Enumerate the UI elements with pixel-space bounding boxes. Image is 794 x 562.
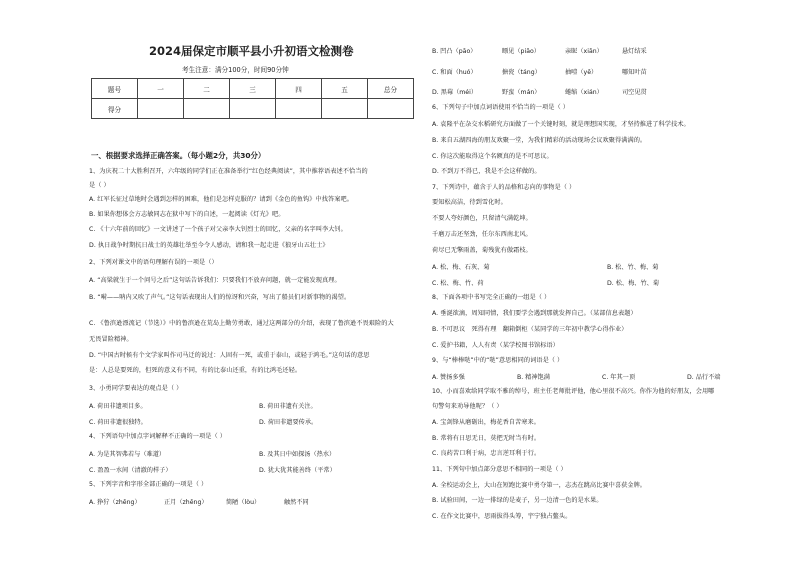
option-line: A. 全校运动会上，大山在短跑比赛中勇夺第一，志杰在跳高比赛中喜获金牌。: [432, 482, 647, 489]
q5-option-c-word: 搪瓷（táng）: [502, 69, 541, 76]
poem-line: 不要人夸好颜色，只留清气满乾坤。: [432, 215, 532, 222]
q5-option-a-word: 触然不同: [284, 499, 309, 506]
score-cell: [138, 99, 184, 119]
q7-option-c: C. 松、梅、竹、荷: [432, 280, 484, 287]
score-cell: [184, 99, 230, 119]
option-line: A. 垂涎欲滴，周知同情，我们要学会遇到那就发挥自己。（某部信息表题）: [432, 310, 637, 317]
poem-line: 要知松高洁，待到雪化时。: [432, 199, 507, 206]
q5-option-d: D. 黑莓（méi）: [432, 89, 478, 96]
question-line: 7、下列诗中，蕴含于人的品格和志向的事物是（ ）: [432, 184, 576, 191]
score-table-score-row: [92, 99, 414, 119]
q3-option-a: A. 荷田非遗项目多。: [89, 403, 147, 410]
option-line: C. 你这次能取得这个名额真的是不可思议。: [432, 153, 553, 160]
score-cell: [230, 99, 276, 119]
option-line: 无畏冒险精神。: [89, 336, 133, 343]
q5-option-d-word: 蜷缩（xián）: [565, 89, 603, 96]
option-line: A. 袁隆平在杂交水稻研究方面做了一个关键时刻，就是理想国实现，才坚持推进了科学技术。: [432, 121, 690, 128]
option-line: C. 爱护书籍，人人有责（某学校图书馆标语）: [432, 342, 559, 349]
option-line: B. “嗬——呐内又吹了声气。”这句话表现出人们的惊讶和兴奋，写出了船员们对新事物的渴望。: [89, 294, 351, 301]
score-cell: [322, 99, 368, 119]
question-line: 4、下列语句中加点字词解释不正确的一项是（ ）: [89, 433, 226, 440]
q4-option-b: B. 及其日中如探汤（热水）: [259, 451, 336, 458]
score-cell: 得分: [92, 99, 138, 119]
q7-option-b: B. 松、竹、梅、菊: [607, 264, 659, 271]
question-line: 是（ ）: [89, 182, 110, 189]
exam-notice: 考生注意：满分100分，时间90分钟: [182, 66, 289, 74]
q9-option-b: B. 精神饱满: [517, 374, 550, 381]
q5-option-b-word: 悬灯结采: [622, 48, 647, 55]
question-line: 1、为庆祝二十大胜利召开，六年级的同学们正在准备举行“红色经典阅读”，其中推荐语表述不恰当的: [89, 168, 368, 175]
option-line: B. 常将有日思无日，莫把无时当有时。: [432, 435, 541, 442]
q5-option-c-word: 抽噎（yē）: [565, 69, 598, 76]
q5-option-b: B. 凹凸（pāo）: [432, 48, 477, 55]
score-cell: 二: [184, 79, 230, 99]
option-line: A. 红军长征过草地时会遇到怎样的困难，他们是怎样克服的？请到《金色的鱼钩》中找答案吧。: [89, 196, 353, 203]
section-heading: 一、根据要求选择正确答案。（每小题2分，共30分）: [91, 151, 266, 160]
option-line: D. 执日战争时期抗日战士的英雄壮举至今令人感动，请和我一起走进《狼牙山五壮士》: [89, 242, 329, 249]
q5-option-a: A. 狰狞（zhēng）: [89, 499, 141, 506]
q7-option-a: A. 松、梅、石灰、菊: [432, 264, 490, 271]
q7-option-d: D. 松、梅、竹、菊: [607, 280, 660, 287]
score-table-header-row: [92, 79, 414, 99]
question-line: 11、下列句中加点部分意思不相同的一项是（ ）: [432, 466, 567, 473]
score-cell: 一: [138, 79, 184, 99]
option-line: B. 不可思议 死得有理 翻箱倒柜（某同学的三年初中教学心得作业）: [432, 326, 628, 333]
option-line: A. 宝剑锋从磨砺出，梅花香自苦寒来。: [432, 419, 541, 426]
score-table: [91, 78, 414, 119]
page-title: 2024届保定市顺平县小升初语文检测卷: [149, 44, 354, 58]
poem-line: 千磨万击还坚劲，任尔东西南北风。: [432, 231, 532, 238]
q5-option-b-word: 亲昵（xiān）: [565, 48, 603, 55]
q3-option-b: B. 荷田非遗有关注。: [259, 403, 317, 410]
q4-option-c: C. 盈盈一水间（清澈的样子）: [89, 467, 172, 474]
score-cell: 五: [322, 79, 368, 99]
poem-line: 荷尽已无擎雨盖，菊残犹有傲霜枝。: [432, 247, 532, 254]
option-line: C. 良药苦口利于病，忠言逆耳利于行。: [432, 450, 541, 457]
q5-option-c-word: 哪知叶苗: [622, 69, 647, 76]
q5-option-a-word: 正月（zhēng）: [164, 499, 208, 506]
score-cell: 题号: [92, 79, 138, 99]
q5-option-b-word: 瞟见（piāo）: [502, 48, 540, 55]
q5-option-d-word: 司空见贯: [622, 89, 647, 96]
score-cell: [368, 99, 414, 119]
q3-option-d: D. 荷田非遗要传承。: [259, 419, 318, 426]
option-line: C. 《鲁滨逊漂流记（节选）》中的鲁滨逊在荒岛上勤劳勇敢，通过这两部分的介绍，表现了鲁滨逊不畏艰险的大: [89, 320, 394, 327]
q9-option-a: A. 赞扬多强: [432, 374, 465, 381]
q5-option-a-word: 简陋（lòu）: [226, 499, 261, 506]
q4-option-d: D. 犹大犹其能善终（平常）: [259, 467, 336, 474]
option-line: B. 来自五湖四海的朋友欢聚一堂，为我们精彩的活动现场会议欢聚得满满的。: [432, 137, 647, 144]
question-line: 句警句来劝导他呢？（ ）: [432, 403, 503, 410]
score-cell: [276, 99, 322, 119]
option-line: D. “中国古时候有个文学家叫作司马迁的说过：人固有一死，或重于泰山，或轻于鸿毛。”这句话的意思: [89, 352, 370, 359]
q3-option-c: C. 荷田非遗很独特。: [89, 419, 147, 426]
q5-option-c: C. 和面（huó）: [432, 69, 477, 76]
option-line: C. 《十六年前的回忆》一文讲述了一个孩子对父亲李大钊烈士的回忆，父亲的名字叫李大钊。: [89, 226, 347, 233]
question-line: 3、小勇同学要表达的观点是（ ）: [89, 385, 183, 392]
question-line: 6、下列句子中加点词语使用不恰当的一项是（ ）: [432, 104, 569, 111]
score-cell: 三: [230, 79, 276, 99]
question-line: 8、下面各项中书写完全正确的一组是（ ）: [432, 294, 551, 301]
option-line: D. 不到万不得已，我是不会这样做的。: [432, 168, 541, 175]
score-cell: 总分: [368, 79, 414, 99]
q5-option-d-word: 野蛮（mán）: [502, 89, 541, 96]
q9-option-d: D. 品行不端: [687, 374, 721, 381]
option-line: C. 在作文比赛中，思雨拔得头筹，宇宁独占鳌头。: [432, 513, 572, 520]
question-line: 5、下列字音和字形全部正确的一项是（ ）: [89, 481, 208, 488]
q4-option-a: A. 为是其智弗若与（难道）: [89, 451, 166, 458]
option-line: B. 试验田间，一边一排绿的是麦子，另一边清一色的是水果。: [432, 497, 603, 504]
option-line: 是：人总是要死的，但死的意义有不同，有的比泰山还重，有的比鸿毛还轻。: [89, 367, 302, 374]
question-line: 9、与“棒棒哒”中的“哒”意思相同的词语是（ ）: [432, 357, 564, 364]
question-line: 2、下列对课文中的语句理解有误的一项是（）: [89, 259, 218, 266]
score-cell: 四: [276, 79, 322, 99]
q9-option-c: C. 年其一顶: [602, 374, 636, 381]
question-line: 10、小而喜欢给同学取不雅的绰号，班主任老师批评他，他心里很不高兴。你作为他的好朋友，会用哪: [432, 388, 715, 395]
option-line: A. “高粱就生于一个问号之后”这句话告诉我们：只要我们不放弃问题，就一定能发现真理。: [89, 277, 341, 284]
option-line: B. 如果你想体会方志敏同志在狱中写下的自述，一起阅读《灯光》吧。: [89, 211, 285, 218]
